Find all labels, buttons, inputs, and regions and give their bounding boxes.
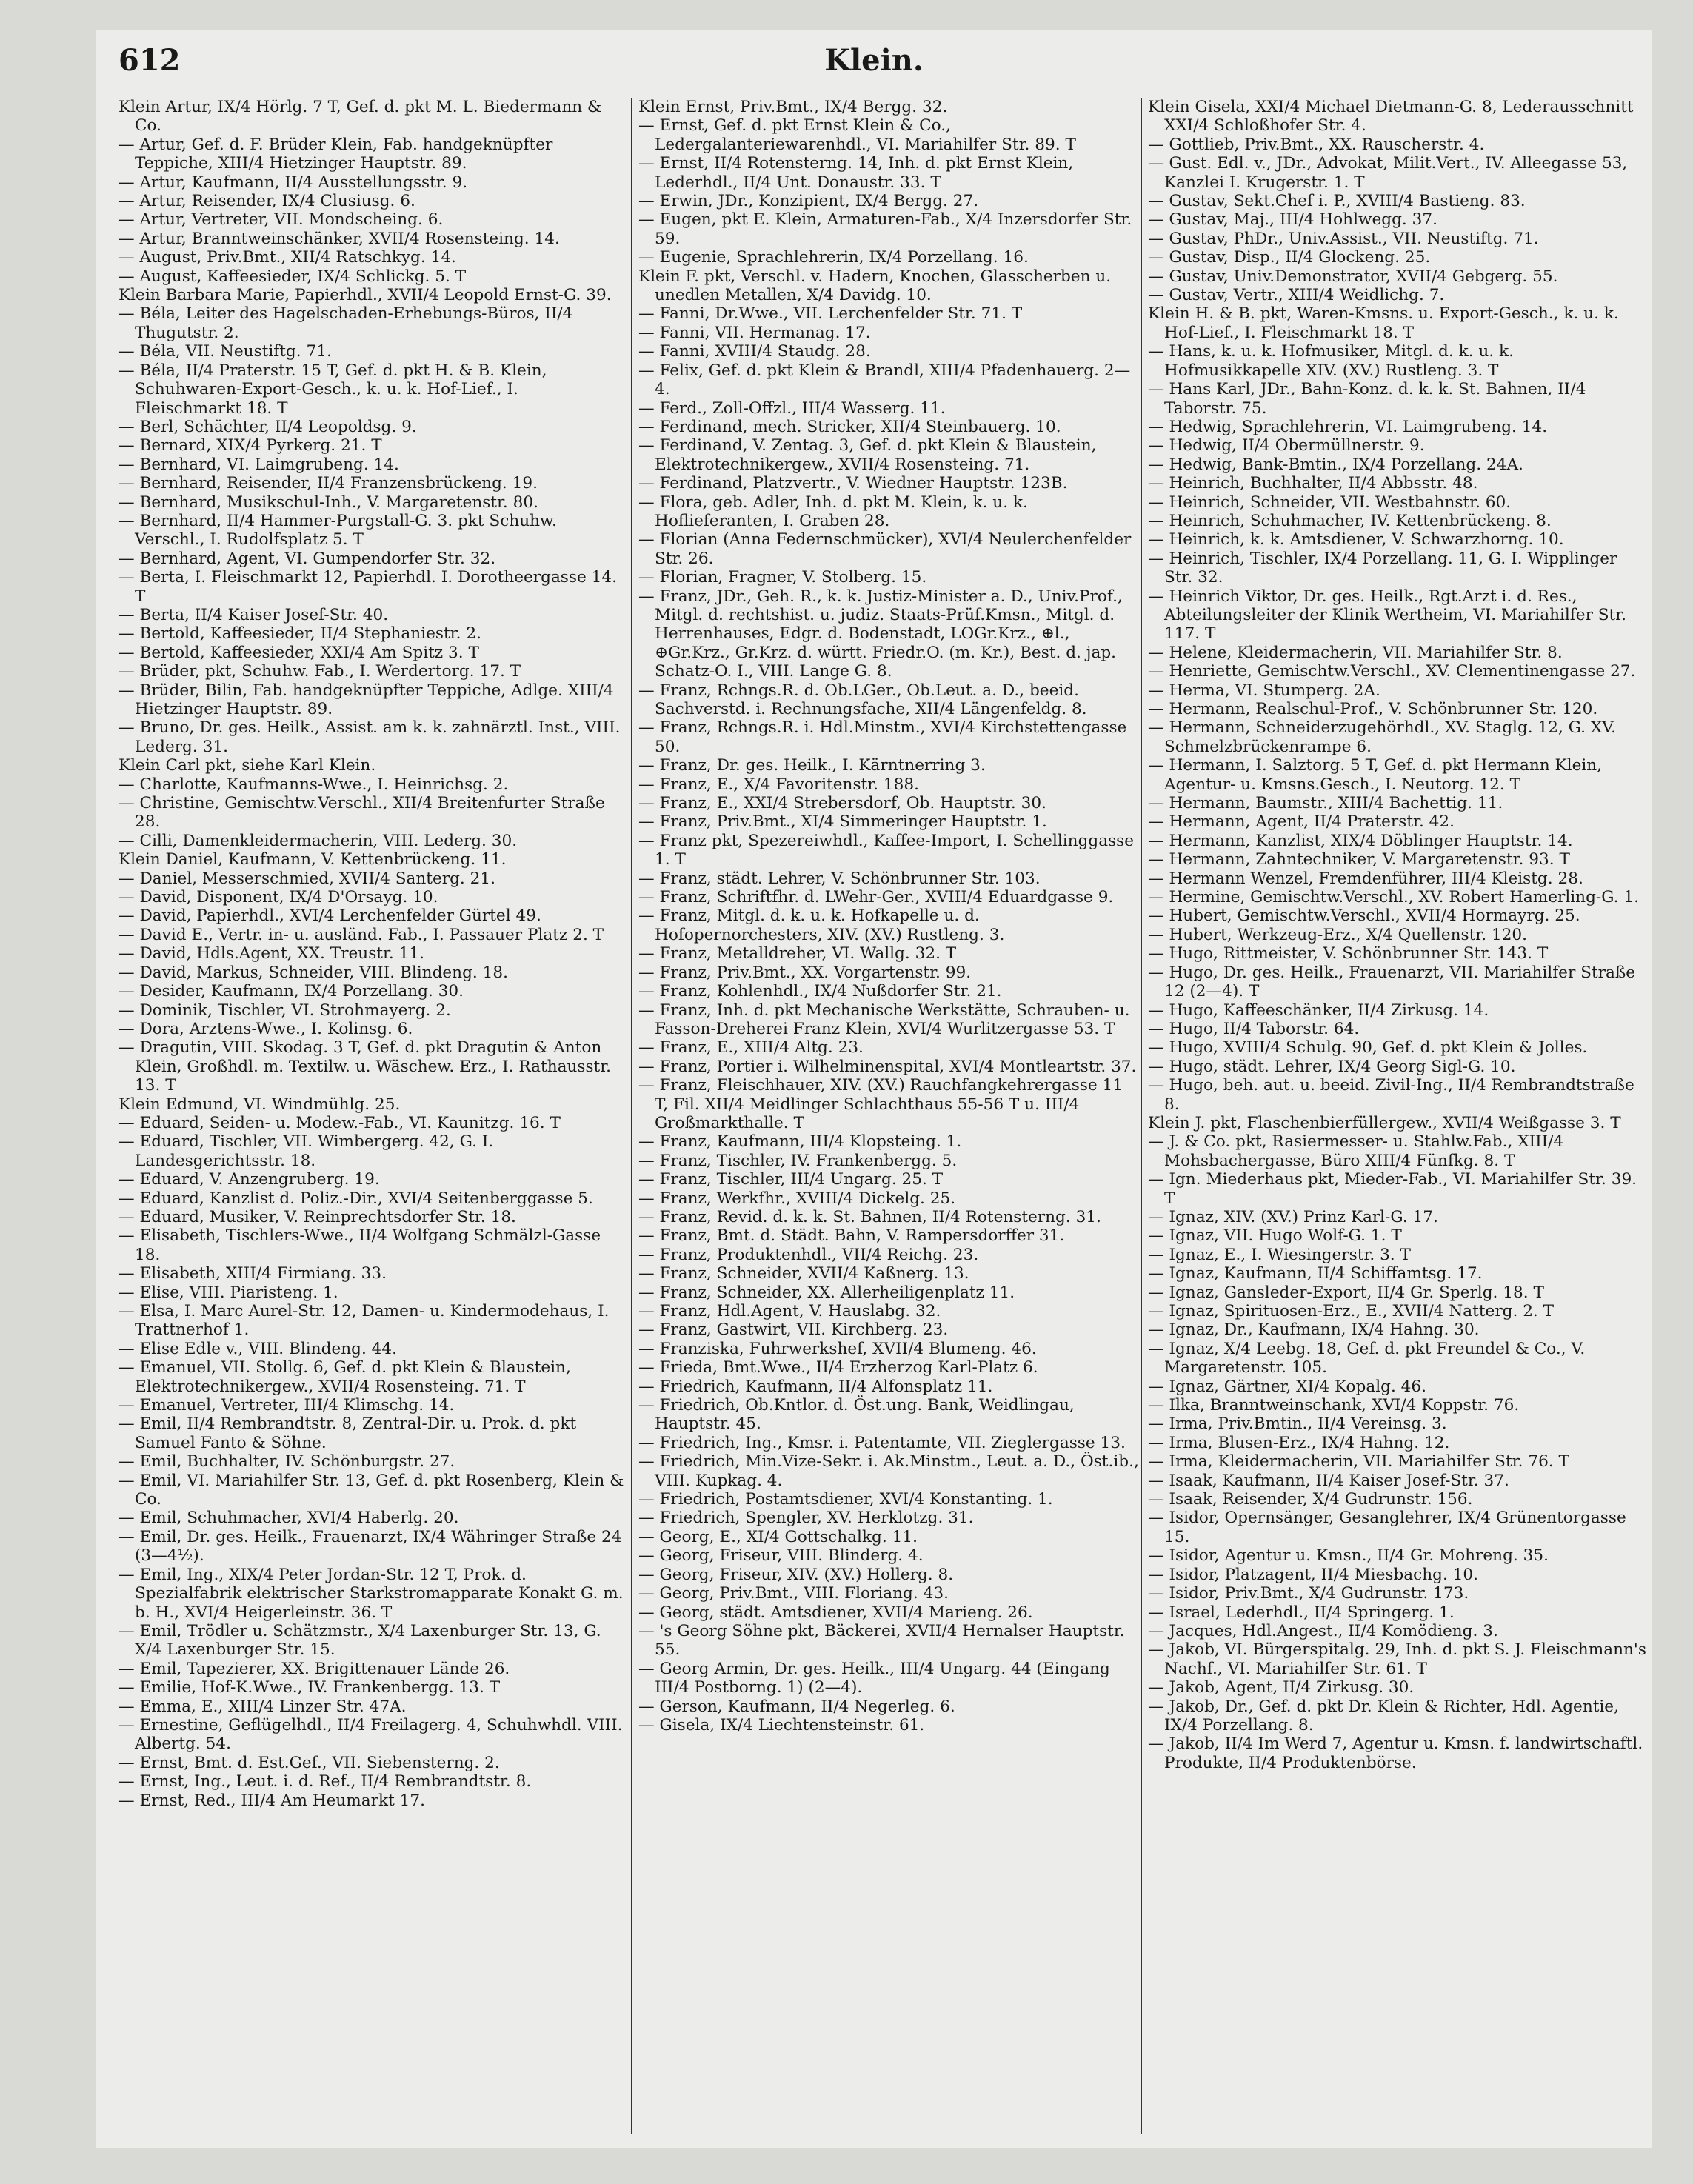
directory-entry: — Frieda, Bmt.Wwe., II/4 Erzherzog Karl-Platz 6. [638,1358,1038,1377]
directory-entry: — Irma, Kleidermacherin, VII. Mariahilfer Str. 76. T [1148,1452,1569,1472]
directory-entry: — Franz, E., XIII/4 Altg. 23. [638,1038,864,1058]
directory-entry: — Artur, Gef. d. F. Brüder Klein, Fab. handgeknüpfter Teppiche, XIII/4 Hietzinger Hauptstr. 89. [118,135,553,173]
directory-entry: — Hugo, II/4 Taborstr. 64. [1148,1019,1360,1038]
directory-entry: — Ignaz, Dr., Kaufmann, IX/4 Hahng. 30. [1148,1320,1480,1340]
directory-entry: — Felix, Gef. d. pkt Klein & Brandl, XIII/4 Pfadenhauerg. 2—4. [638,361,1131,399]
directory-entry: — Franz, Schneider, XVII/4 Kaßnerg. 13. [638,1264,969,1283]
directory-entry: — Emil, Trödler u. Schätzmstr., X/4 Laxenburger Str. 13, G. X/4 Laxenburger Str. 15. [118,1621,601,1660]
directory-entry: — Irma, Blusen-Erz., IX/4 Hahng. 12. [1148,1433,1450,1452]
directory-entry: — Ignaz, X/4 Leebg. 18, Gef. d. pkt Freundel & Co., V. Margaretenstr. 105. [1148,1339,1586,1377]
directory-entry: — Irma, Priv.Bmtin., II/4 Vereinsg. 3. [1148,1415,1447,1434]
directory-entry: — Emil, Dr. ges. Heilk., Frauenarzt, IX/4 Währinger Straße 24 (3—4½). [118,1527,622,1566]
directory-entry: — Berl, Schächter, II/4 Leopoldsg. 9. [118,417,417,436]
directory-entry: — Emil, Tapezierer, XX. Brigittenauer Lände 26. [118,1659,510,1678]
directory-entry: — Ferdinand, V. Zentag. 3, Gef. d. pkt Klein & Blaustein, Elektrotechnikergew., XVII/4 Rosensteing. 71. [638,436,1097,474]
directory-entry: — Franz, Inh. d. pkt Mechanische Werkstätte, Schrauben- u. Fasson-Dreherei Franz Klein, XVI/4 Wurlitzergasse 53. T [638,1001,1130,1038]
directory-entry: — Elise, VIII. Piaristeng. 1. [118,1283,338,1302]
directory-entry: — Ernst, Gef. d. pkt Ernst Klein & Co., Ledergalanteriewarenhdl., VI. Mariahilfer Str. 89. T [638,116,1076,154]
directory-entry: — Franz, Produktenhdl., VII/4 Reichg. 23. [638,1245,979,1264]
directory-entry: — Franz, Schneider, XX. Allerheiligenplatz 11. [638,1283,1015,1302]
directory-entry: — Desider, Kaufmann, IX/4 Porzellang. 30. [118,982,464,1001]
directory-entry: — Emil, Buchhalter, IV. Schönburgstr. 27. [118,1452,455,1472]
directory-entry: — Ferdinand, Platzvertr., V. Wiedner Hauptstr. 123B. [638,474,1068,493]
directory-entry: — Fanni, VII. Hermanag. 17. [638,323,871,342]
directory-entry: — David E., Vertr. in- u. ausländ. Fab., I. Passauer Platz 2. T [118,925,604,944]
directory-entry: — Jakob, Dr., Gef. d. pkt Dr. Klein & Richter, Hdl. Agentie, IX/4 Porzellang. 8. [1148,1697,1619,1734]
directory-entry: — David, Markus, Schneider, VIII. Blindeng. 18. [118,963,508,982]
directory-entry: — Ignaz, Gärtner, XI/4 Kopalg. 46. [1148,1377,1427,1396]
directory-entry: — Eugen, pkt E. Klein, Armaturen-Fab., X/4 Inzersdorfer Str. 59. [638,210,1132,248]
directory-entry: — Béla, Leiter des Hagelschaden-Erhebungs-Büros, II/4 Thugutstr. 2. [118,304,573,342]
directory-entry: — Hugo, Rittmeister, V. Schönbrunner Str. 143. T [1148,944,1549,964]
directory-entry: — Gottlieb, Priv.Bmt., XX. Rauscherstr. 4. [1148,135,1485,154]
directory-entry: — Ignaz, Spirituosen-Erz., E., XVII/4 Natterg. 2. T [1148,1302,1555,1320]
directory-entry: — Franz, Kaufmann, III/4 Klopsteing. 1. [638,1132,962,1152]
directory-entry: — Franz, Hdl.Agent, V. Hauslabg. 32. [638,1302,941,1320]
directory-entry: — Georg, Friseur, XIV. (XV.) Hollerg. 8. [638,1565,954,1584]
page-header [118,43,1629,87]
directory-entry: — Hermann, Baumstr., XIII/4 Bachettig. 11. [1148,794,1503,813]
directory-entry: — Emilie, Hof-K.Wwe., IV. Frankenbergg. 13. T [118,1678,501,1697]
directory-entry: — Georg, E., XI/4 Gottschalkg. 11. [638,1527,918,1546]
directory-entry: — Artur, Reisender, IX/4 Clusiusg. 6. [118,192,415,211]
directory-entry: — Isidor, Platzagent, II/4 Miesbachg. 10. [1148,1565,1479,1584]
directory-entry: — Franz, Rchngs.R. d. Ob.LGer., Ob.Leut. a. D., beeid. Sachverstd. i. Rechnungsfache, XII/4 Längenfeldg. 8. [638,681,1087,718]
directory-entry: — Hermann, Zahntechniker, V. Margaretenstr. 93. T [1148,850,1570,869]
directory-entry: — Bernhard, Reisender, II/4 Franzensbrückeng. 19. [118,474,538,493]
directory-entry: — Franz, Tischler, IV. Frankenbergg. 5. [638,1151,958,1170]
directory-entry: — Hugo, Dr. ges. Heilk., Frauenarzt, VII. Mariahilfer Straße 12 (2—4). T [1148,963,1636,1001]
directory-entry: Klein Daniel, Kaufmann, V. Kettenbrückeng. 11. [118,850,507,869]
directory-entry: — Franz, städt. Lehrer, V. Schönbrunner Str. 103. [638,869,1041,888]
directory-entry: — Emanuel, Vertreter, III/4 Klimschg. 14. [118,1396,455,1415]
directory-entry: — Bernard, XIX/4 Pyrkerg. 21. T [118,436,382,455]
directory-entry: — Eduard, Tischler, VII. Wimbergerg. 42, G. I. Landesgerichtsstr. 18. [118,1132,494,1170]
directory-entry: — Isidor, Opernsänger, Gesanglehrer, IX/4 Grünentorgasse 15. [1148,1509,1626,1546]
directory-entry: — Isidor, Agentur u. Kmsn., II/4 Gr. Mohreng. 35. [1148,1546,1549,1566]
directory-entry: — Berta, I. Fleischmarkt 12, Papierhdl. I. Dorotheergasse 14. T [118,568,617,606]
directory-entry: — Gustav, Disp., II/4 Glockeng. 25. [1148,248,1431,267]
directory-entry: — Bernhard, Agent, VI. Gumpendorfer Str. 32. [118,549,496,568]
directory-entry: — Gustav, Univ.Demonstrator, XVII/4 Gebgerg. 55. [1148,267,1558,286]
directory-entry: — Hugo, beh. aut. u. beeid. Zivil-Ing., II/4 Rembrandtstraße 8. [1148,1076,1634,1114]
directory-entry: — Dragutin, VIII. Skodag. 3 T, Gef. d. pkt Dragutin & Anton Klein, Großhdl. m. Textilw. u. Wäschew. Erz., I. Rathausstr. 13. T [118,1038,612,1095]
directory-entry: — Hugo, XVIII/4 Schulg. 90, Gef. d. pkt Klein & Jolles. [1148,1038,1588,1058]
directory-entry: — Heinrich, Schuhmacher, IV. Kettenbrückeng. 8. [1148,511,1552,530]
directory-entry: — Fanni, XVIII/4 Staudg. 28. [638,342,871,361]
directory-entry: — Herma, VI. Stumperg. 2A. [1148,681,1380,700]
directory-entry: — Helene, Kleidermacherin, VII. Mariahilfer Str. 8. [1148,643,1563,662]
directory-entry: — Emma, E., XIII/4 Linzer Str. 47A. [118,1697,407,1716]
directory-entry: — Franz, Dr. ges. Heilk., I. Kärntnerring 3. [638,756,986,775]
directory-entry: — Gustav, PhDr., Univ.Assist., VII. Neustiftg. 71. [1148,229,1539,248]
directory-entry: — Ernst, Bmt. d. Est.Gef., VII. Siebensterng. 2. [118,1753,500,1772]
directory-entry: — Emil, Ing., XIX/4 Peter Jordan-Str. 12 T, Prok. d. Spezialfabrik elektrischer Starkstromapparate Konakt G. m. b. H., XVI/4 Heigerleinstr. 36. T [118,1565,624,1622]
directory-entry: — Franz, Priv.Bmt., XI/4 Simmeringer Hauptstr. 1. [638,812,1047,832]
directory-entry: — Gust. Edl. v., JDr., Advokat, Milit.Vert., IV. Alleegasse 53, Kanzlei I. Krugerstr. 1. T [1148,154,1628,192]
directory-entry: — Erwin, JDr., Konzipient, IX/4 Bergg. 27. [638,192,979,211]
directory-entry: — Friedrich, Kaufmann, II/4 Alfonsplatz 11. [638,1377,993,1396]
directory-entry: — Georg Armin, Dr. ges. Heilk., III/4 Ungarg. 44 (Eingang III/4 Postborng. 1) (2—4). [638,1659,1110,1697]
directory-entry: — Daniel, Messerschmied, XVII/4 Santerg. 21. [118,869,495,888]
directory-entry: — Hermine, Gemischtw.Verschl., XV. Robert Hamerling-G. 1. [1148,888,1640,907]
directory-entry: — Brüder, Bilin, Fab. handgeknüpfter Teppiche, Adlge. XIII/4 Hietzinger Hauptstr. 89. [118,681,614,718]
directory-entry: — Béla, II/4 Praterstr. 15 T, Gef. d. pkt H. & B. Klein, Schuhwaren-Export-Gesch., k. u. k. Hof-Lief., I. Fleischmarkt 18. T [118,361,547,418]
directory-entry: Klein Ernst, Priv.Bmt., IX/4 Bergg. 32. [638,98,948,116]
column-1 [118,98,630,2134]
directory-entry: — Hugo, Kaffeeschänker, II/4 Zirkusg. 14. [1148,1001,1489,1020]
directory-entry: — Brüder, pkt, Schuhw. Fab., I. Werdertorg. 17. T [118,662,521,681]
directory-entry: — Ignaz, VII. Hugo Wolf-G. 1. T [1148,1226,1402,1246]
directory-entry: — Hermann, Schneiderzugehörhdl., XV. Staglg. 12, G. XV. Schmelzbrückenrampe 6. [1148,718,1616,756]
directory-entry: — Gustav, Sekt.Chef i. P., XVIII/4 Bastieng. 83. [1148,192,1526,211]
directory-entry: — Elise Edle v., VIII. Blindeng. 44. [118,1339,398,1358]
directory-entry: — David, Papierhdl., XVI/4 Lerchenfelder Gürtel 49. [118,906,541,926]
directory-entry: — August, Priv.Bmt., XII/4 Ratschkyg. 14. [118,248,456,267]
directory-entry: — Isidor, Priv.Bmt., X/4 Gudrunstr. 173. [1148,1584,1469,1603]
directory-entry: — Eduard, Seiden- u. Modew.-Fab., VI. Kaunitzg. 16. T [118,1113,561,1132]
directory-entry: — Friedrich, Ob.Kntlor. d. Öst.ung. Bank, Weidlingau, Hauptstr. 45. [638,1396,1075,1434]
directory-entry: — Friedrich, Ing., Kmsr. i. Patentamte, VII. Zieglergasse 13. [638,1433,1126,1452]
directory-entry: — Bruno, Dr. ges. Heilk., Assist. am k. k. zahnärztl. Inst., VIII. Lederg. 31. [118,718,621,756]
directory-entry: — Eduard, V. Anzengruberg. 19. [118,1170,380,1189]
directory-entry: — Emanuel, VII. Stollg. 6, Gef. d. pkt Klein & Blaustein, Elektrotechnikergew., XVII/4 Rosensteing. 71. T [118,1358,571,1396]
directory-entry: — Hermann, Kanzlist, XIX/4 Döblinger Hauptstr. 14. [1148,831,1573,850]
directory-entry: Klein Artur, IX/4 Hörlg. 7 T, Gef. d. pkt M. L. Biedermann & Co. [118,98,602,136]
directory-entry: — Ernst, Ing., Leut. i. d. Ref., II/4 Rembrandtstr. 8. [118,1772,532,1791]
directory-entry: — Franz, JDr., Geh. R., k. k. Justiz-Minister a. D., Univ.Prof., Mitgl. d. rechtshist. u. judiz. Staats-Prüf.Kmsn., Mitgl. d. Herrenhauses, Edgr. d. Bodenstadt, LOGr.Krz., ⊕l., ⊕Gr.Krz., Gr.Krz. d. württ. Friedr.O. (m. Kr.), Best. d. jap. Schatz-O. I., VIII. Lange G. 8. [638,587,1123,681]
directory-entry: — Bernhard, Musikschul-Inh., V. Margaretenstr. 80. [118,492,539,512]
directory-entry: — Franz, Fleischhauer, XIV. (XV.) Rauchfangkehrergasse 11 T, Fil. XII/4 Meidlinger Schlachthaus 55-56 T u. III/4 Großmarkthalle. T [638,1076,1123,1132]
directory-entry: — Hedwig, Sprachlehrerin, VI. Laimgrubeng. 14. [1148,417,1548,436]
directory-entry: — Bertold, Kaffeesieder, II/4 Stephaniestr. 2. [118,624,481,644]
directory-entry: — Ferd., Zoll-Offzl., III/4 Wasserg. 11. [638,398,946,418]
directory-entry: — Jakob, Agent, II/4 Zirkusg. 30. [1148,1678,1415,1697]
directory-entry: — Ignaz, E., I. Wiesingerstr. 3. T [1148,1245,1411,1264]
directory-entry: — Emil, Schuhmacher, XVI/4 Haberlg. 20. [118,1509,459,1528]
directory-entry: — Heinrich, Tischler, IX/4 Porzellang. 11, G. I. Wipplinger Str. 32. [1148,549,1617,587]
directory-entry: — J. & Co. pkt, Rasiermesser- u. Stahlw.Fab., XIII/4 Mohsbachergasse, Büro XIII/4 Fünfkg. 8. T [1148,1132,1564,1170]
directory-entry: — Franziska, Fuhrwerkshef, XVII/4 Blumeng. 46. [638,1339,1037,1358]
directory-entry: — Artur, Vertreter, VII. Mondscheing. 6. [118,210,444,230]
directory-entry: — Hubert, Werkzeug-Erz., X/4 Quellenstr. 120. [1148,925,1528,944]
directory-entry: — Eduard, Musiker, V. Reinprechtsdorfer Str. 18. [118,1207,516,1226]
directory-entry: — Friedrich, Min.Vize-Sekr. i. Ak.Minstm., Leut. a. D., Öst.ib., VIII. Kupkag. 4. [638,1452,1139,1490]
directory-entry: — Eugenie, Sprachlehrerin, IX/4 Porzellang. 16. [638,248,1029,267]
directory-entry: — Hedwig, II/4 Obermüllnerstr. 9. [1148,436,1425,455]
column-3 [1141,98,1649,2134]
directory-entry: — Berta, II/4 Kaiser Josef-Str. 40. [118,605,389,624]
directory-entry: — Hugo, städt. Lehrer, IX/4 Georg Sigl-G. 10. [1148,1057,1516,1076]
directory-entry: — Florian, Fragner, V. Stolberg. 15. [638,568,927,587]
directory-entry: Klein Carl pkt, siehe Karl Klein. [118,756,376,775]
directory-entry: — Artur, Kaufmann, II/4 Ausstellungsstr. 9. [118,173,468,192]
directory-entry: — Ignaz, XIV. (XV.) Prinz Karl-G. 17. [1148,1207,1438,1226]
directory-entry: — Elsa, I. Marc Aurel-Str. 12, Damen- u. Kindermodehaus, I. Trattnerhof 1. [118,1302,610,1340]
directory-entry: — Isaak, Kaufmann, II/4 Kaiser Josef-Str. 37. [1148,1471,1509,1490]
column-2 [631,98,1139,2134]
directory-entry: — Franz, Mitgl. d. k. u. k. Hofkapelle u. d. Hofopernorchesters, XIV. (XV.) Rustleng. 3. [638,906,1005,944]
page-title: Klein. [824,43,924,78]
directory-entry: — Elisabeth, Tischlers-Wwe., II/4 Wolfgang Schmälzl-Gasse 18. [118,1226,601,1264]
directory-entry: — Franz, Portier i. Wilhelminenspital, XVI/4 Montleartstr. 37. [638,1057,1137,1076]
directory-entry: — Charlotte, Kaufmanns-Wwe., I. Heinrichsg. 2. [118,775,509,794]
directory-entry: — Dominik, Tischler, VI. Strohmayerg. 2. [118,1001,451,1020]
directory-entry: — Franz, E., X/4 Favoritenstr. 188. [638,775,919,794]
page-number: 612 [118,43,181,78]
directory-entry: Klein Barbara Marie, Papierhdl., XVII/4 Leopold Ernst-G. 39. [118,286,612,305]
directory-entry: — Fanni, Dr.Wwe., VII. Lerchenfelder Str. 71. T [638,304,1023,324]
directory-entry: — Jakob, VI. Bürgerspitalg. 29, Inh. d. pkt S. J. Fleischmann's Nachf., VI. Mariahilfer Str. 61. T [1148,1640,1646,1678]
directory-entry: Klein J. pkt, Flaschenbierfüllergew., XVII/4 Weißgasse 3. T [1148,1113,1621,1132]
directory-entry: — Franz, Werkfhr., XVIII/4 Dickelg. 25. [638,1189,956,1208]
directory-entry: — Jacques, Hdl.Angest., II/4 Komödieng. 3. [1148,1621,1498,1640]
directory-entry: — Jakob, II/4 Im Werd 7, Agentur u. Kmsn. f. landwirtschaftl. Produkte, II/4 Produktenbörse. [1148,1734,1643,1772]
directory-entry: — Heinrich, k. k. Amtsdiener, V. Schwarzhorng. 10. [1148,530,1564,550]
directory-entry: — Flora, geb. Adler, Inh. d. pkt M. Klein, k. u. k. Hoflieferanten, I. Graben 28. [638,492,1028,530]
directory-entry: — Ferdinand, mech. Stricker, XII/4 Steinbauerg. 10. [638,417,1061,436]
directory-entry: Klein F. pkt, Verschl. v. Hadern, Knochen, Glasscherben u. unedlen Metallen, X/4 Davidg. 10. [638,267,1112,305]
directory-entry: — Bertold, Kaffeesieder, XXI/4 Am Spitz 3. T [118,643,479,662]
directory-entry: — Gustav, Vertr., XIII/4 Weidlichg. 7. [1148,286,1445,305]
directory-entry: — Cilli, Damenkleidermacherin, VIII. Lederg. 30. [118,831,518,850]
directory-entry: — Henriette, Gemischtw.Verschl., XV. Clementinengasse 27. [1148,662,1636,681]
directory-entry: — Georg, Friseur, VIII. Blinderg. 4. [638,1546,924,1566]
directory-entry: Klein Gisela, XXI/4 Michael Dietmann-G. 8, Lederausschnitt XXI/4 Schloßhofer Str. 4. [1148,98,1634,136]
directory-entry: — Hedwig, Bank-Bmtin., IX/4 Porzellang. 24A. [1148,455,1523,474]
directory-entry: — Emil, II/4 Rembrandtstr. 8, Zentral-Dir. u. Prok. d. pkt Samuel Fanto & Söhne. [118,1415,577,1452]
directory-page [96,30,1652,2148]
directory-entry: — Heinrich, Schneider, VII. Westbahnstr. 60. [1148,492,1512,512]
directory-entry: — Gustav, Maj., III/4 Hohlwegg. 37. [1148,210,1437,230]
directory-entry: — Bernhard, II/4 Hammer-Purgstall-G. 3. pkt Schuhw. Verschl., I. Rudolfsplatz 5. T [118,511,557,550]
directory-entry: Klein Edmund, VI. Windmühlg. 25. [118,1095,401,1114]
directory-entry: — Emil, VI. Mariahilfer Str. 13, Gef. d. pkt Rosenberg, Klein & Co. [118,1471,624,1509]
directory-entry: — Franz pkt, Spezereiwhdl., Kaffee-Import, I. Schellinggasse 1. T [638,831,1135,869]
directory-entry: — Gerson, Kaufmann, II/4 Negerleg. 6. [638,1697,955,1716]
directory-entry: — Artur, Branntweinschänker, XVII/4 Rosensteing. 14. [118,229,560,248]
directory-entry: — Ernestine, Geflügelhdl., II/4 Freilagerg. 4, Schuhwhdl. VIII. Albertg. 54. [118,1715,623,1754]
directory-entry: — Elisabeth, XIII/4 Firmiang. 33. [118,1264,387,1283]
directory-entry: — Franz, Kohlenhdl., IX/4 Nußdorfer Str. 21. [638,982,1002,1001]
directory-entry: — Franz, Schriftfhr. d. LWehr-Ger., XVIII/4 Eduardgasse 9. [638,888,1114,907]
directory-entry: — Isaak, Reisender, X/4 Gudrunstr. 156. [1148,1490,1473,1509]
directory-entry: Klein H. & B. pkt, Waren-Kmsns. u. Export-Gesch., k. u. k. Hof-Lief., I. Fleischmarkt 18. T [1148,304,1619,342]
directory-entry: — Franz, Gastwirt, VII. Kirchberg. 23. [638,1320,949,1340]
directory-entry: — 's Georg Söhne pkt, Bäckerei, XVII/4 Hernalser Hauptstr. 55. [638,1621,1125,1660]
directory-entry: — Ign. Miederhaus pkt, Mieder-Fab., VI. Mariahilfer Str. 39. T [1148,1170,1637,1208]
directory-entry: — Hermann, Realschul-Prof., V. Schönbrunner Str. 120. [1148,700,1598,718]
directory-entry: — Friedrich, Postamtsdiener, XVI/4 Konstanting. 1. [638,1490,1053,1509]
directory-entry: — Friedrich, Spengler, XV. Herklotzg. 31. [638,1509,974,1528]
directory-entry: — Hermann, I. Salztorg. 5 T, Gef. d. pkt Hermann Klein, Agentur- u. Kmsns.Gesch., I. Neutorg. 12. T [1148,756,1603,794]
directory-entry: — Franz, Rchngs.R. i. Hdl.Minstm., XVI/4 Kirchstettengasse 50. [638,718,1127,756]
directory-entry: — August, Kaffeesieder, IX/4 Schlickg. 5. T [118,267,467,286]
directory-entry: — Florian (Anna Federnschmücker), XVI/4 Neulerchenfelder Str. 26. [638,530,1132,568]
directory-entry: — Hans Karl, JDr., Bahn-Konz. d. k. k. St. Bahnen, II/4 Taborstr. 75. [1148,380,1586,418]
directory-entry: — Ilka, Branntweinschank, XVI/4 Koppstr. 76. [1148,1396,1520,1415]
directory-entry: — Franz, E., XXI/4 Strebersdorf, Ob. Hauptstr. 30. [638,794,1046,813]
directory-entry: — Christine, Gemischtw.Verschl., XII/4 Breitenfurter Straße 28. [118,794,605,832]
directory-entry: — David, Hdls.Agent, XX. Treustr. 11. [118,944,424,964]
directory-entry: — Franz, Revid. d. k. k. St. Bahnen, II/4 Rotensterng. 31. [638,1207,1101,1226]
directory-entry: — Franz, Priv.Bmt., XX. Vorgartenstr. 99. [638,963,972,982]
directory-entry: — Ignaz, Gansleder-Export, II/4 Gr. Sperlg. 18. T [1148,1283,1544,1302]
directory-entry: — Hermann, Agent, II/4 Praterstr. 42. [1148,812,1455,832]
directory-entry: — Hubert, Gemischtw.Verschl., XVII/4 Hormayrg. 25. [1148,906,1580,926]
directory-entry: — Franz, Tischler, III/4 Ungarg. 25. T [638,1170,944,1189]
directory-entry: — Ernst, II/4 Rotensterng. 14, Inh. d. pkt Ernst Klein, Lederhdl., II/4 Unt. Donaustr. 33. T [638,154,1074,192]
directory-entry: — Heinrich, Buchhalter, II/4 Abbsstr. 48. [1148,474,1478,493]
directory-entry: — Ignaz, Kaufmann, II/4 Schiffamtsg. 17. [1148,1264,1483,1283]
directory-entry: — Ernst, Red., III/4 Am Heumarkt 17. [118,1791,425,1810]
directory-entry: — Hermann Wenzel, Fremdenführer, III/4 Kleistg. 28. [1148,869,1583,888]
directory-entry: — Dora, Arztens-Wwe., I. Kolinsg. 6. [118,1019,413,1038]
directory-entry: — Heinrich Viktor, Dr. ges. Heilk., Rgt.Arzt i. d. Res., Abteilungsleiter der Klinik Wertheim, VI. Mariahilfer Str. 117. T [1148,587,1627,644]
directory-entry: — Georg, Priv.Bmt., VIII. Floriang. 43. [638,1584,949,1603]
directory-entry: — Béla, VII. Neustiftg. 71. [118,342,332,361]
directory-entry: — Franz, Metalldreher, VI. Wallg. 32. T [638,944,957,964]
directory-entry: — David, Disponent, IX/4 D'Orsayg. 10. [118,888,438,907]
directory-entry: — Israel, Lederhdl., II/4 Springerg. 1. [1148,1603,1455,1622]
directory-entry: — Georg, städt. Amtsdiener, XVII/4 Marieng. 26. [638,1603,1033,1622]
directory-entry: — Franz, Bmt. d. Städt. Bahn, V. Rampersdorffer 31. [638,1226,1065,1246]
directory-entry: — Gisela, IX/4 Liechtensteinstr. 61. [638,1715,925,1734]
directory-entry: — Bernhard, VI. Laimgrubeng. 14. [118,455,399,474]
directory-entry: — Hans, k. u. k. Hofmusiker, Mitgl. d. k. u. k. Hofmusikkapelle XIV. (XV.) Rustleng. 3. T [1148,342,1514,380]
directory-entry: — Eduard, Kanzlist d. Poliz.-Dir., XVI/4 Seitenberggasse 5. [118,1189,593,1208]
